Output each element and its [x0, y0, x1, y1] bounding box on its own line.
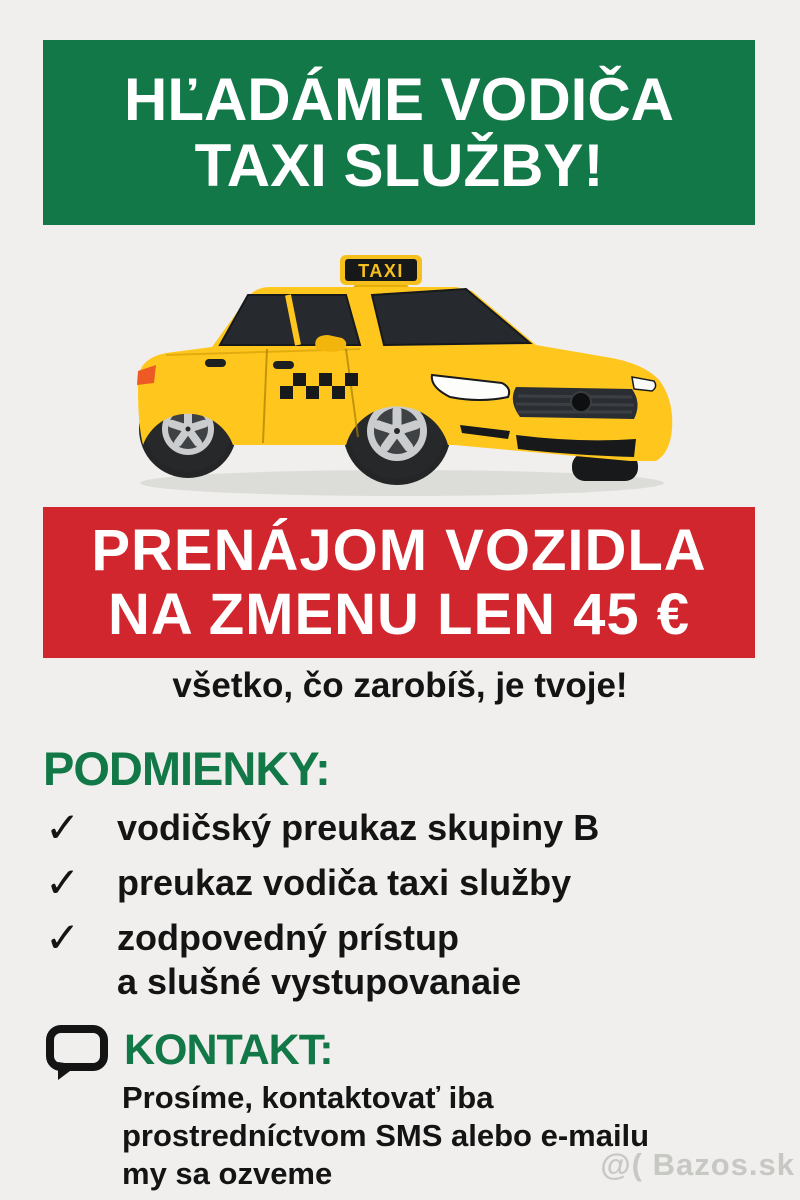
condition-item [45, 803, 600, 852]
door-handle [273, 361, 294, 369]
contact-heading: KONTAKT: [124, 1026, 333, 1074]
speech-bubble-icon [44, 1024, 110, 1082]
condition-item [45, 858, 572, 907]
check-icon: ✓ [45, 803, 81, 852]
offer-line-2: NA ZMENU LEN 45 € [107, 581, 691, 647]
conditions-heading: PODMIENKY: [43, 742, 330, 795]
condition-item [45, 913, 522, 1004]
contact-text [122, 1079, 649, 1193]
condition-line: a slušné vystupovanaie [117, 961, 522, 1002]
check-icon: ✓ [45, 913, 81, 962]
taxi-car-svg [120, 233, 680, 505]
headline-banner [43, 40, 755, 225]
contact-section [44, 1024, 333, 1082]
condition-line: preukaz vodiča taxi služby [117, 862, 572, 903]
taxi-car-illustration [120, 233, 680, 505]
check-icon: ✓ [45, 858, 81, 907]
condition-line: vodičský preukaz skupiny B [117, 807, 600, 848]
door-handle [205, 359, 226, 367]
bazos-watermark: @( Bazos.sk [600, 1147, 795, 1182]
contact-line: my sa ozveme [122, 1156, 333, 1191]
contact-line: Prosíme, kontaktovať iba [122, 1080, 494, 1115]
headline-line-1: HĽADÁME VODIČA [124, 65, 674, 133]
offer-subtitle: všetko, čo zarobíš, je tvoje! [172, 666, 628, 705]
headline-line-2: TAXI SLUŽBY! [194, 131, 604, 199]
taxi-sign-label: TAXI [358, 261, 404, 281]
contact-line: prostredníctvom SMS alebo e-mailu [122, 1118, 650, 1153]
condition-line: zodpovedný prístup [117, 917, 459, 958]
front-grille [513, 387, 638, 419]
offer-banner [43, 507, 755, 658]
offer-line-1: PRENÁJOM VOZIDLA [91, 517, 707, 583]
windshield [372, 289, 530, 345]
taxi-roof-sign [340, 255, 422, 285]
